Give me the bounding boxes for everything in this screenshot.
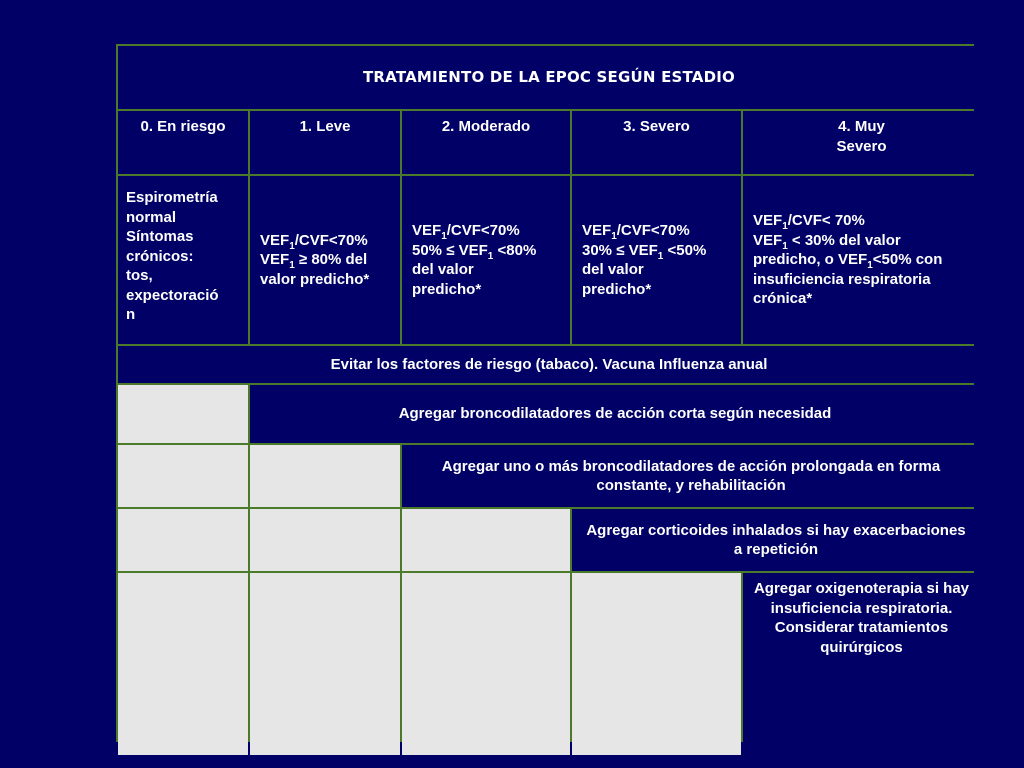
stage-header-3: 3. Severo xyxy=(572,111,741,174)
empty-cell xyxy=(402,509,570,571)
empty-cell xyxy=(572,573,741,755)
epoc-treatment-table xyxy=(116,44,974,742)
criteria-stage-3: $VEF_1/CVF<70\%$ $30\% \le VEF_1 <50\%$ del valor predicho* xyxy=(572,176,741,344)
treatment-stage-4: Agregar oxigenoterapia si hay insuficiencia respiratoria. Considerar tratamientos quirúrgicos xyxy=(743,573,980,755)
treatment-all-stages: Evitar los factores de riesgo (tabaco). Vacuna Influenza anual xyxy=(118,346,980,383)
empty-cell xyxy=(118,445,248,507)
empty-cell xyxy=(402,573,570,755)
treatment-from-stage-3: Agregar corticoides inhalados si hay exacerbaciones a repetición xyxy=(572,509,980,571)
empty-cell xyxy=(118,385,248,443)
criteria-stage-2: $VEF_1/CVF<70\%$ $50\% \le VEF_1 <80\%$ del valor predicho* xyxy=(402,176,570,344)
criteria-stage-0: Espirometría normal Síntomas crónicos: tos, expectoració n xyxy=(118,176,248,344)
empty-cell xyxy=(250,573,400,755)
stage-header-1: 1. Leve xyxy=(250,111,400,174)
table-title: TRATAMIENTO DE LA EPOC SEGÚN ESTADIO xyxy=(118,46,980,109)
treatment-from-stage-1: Agregar broncodilatadores de acción corta según necesidad xyxy=(250,385,980,443)
empty-cell xyxy=(250,509,400,571)
criteria-stage-4: $VEF_1/CVF< 70\%$ $VEF_1 < 30\%$ del valor predicho, o $VEF_1<50\%$ con insuficiencia respiratoria crónica* xyxy=(743,176,980,344)
stage-header-4: 4. Muy Severo xyxy=(743,111,980,174)
empty-cell xyxy=(250,445,400,507)
stage-header-2: 2. Moderado xyxy=(402,111,570,174)
treatment-from-stage-2: Agregar uno o más broncodilatadores de acción prolongada en forma constante, y rehabilitación xyxy=(402,445,980,507)
stage-header-0: 0. En riesgo xyxy=(118,111,248,174)
criteria-stage-1: $VEF_1/CVF<70\%$ $VEF_1 \ge 80\%$ del valor predicho* xyxy=(250,176,400,344)
empty-cell xyxy=(118,573,248,755)
empty-cell xyxy=(118,509,248,571)
